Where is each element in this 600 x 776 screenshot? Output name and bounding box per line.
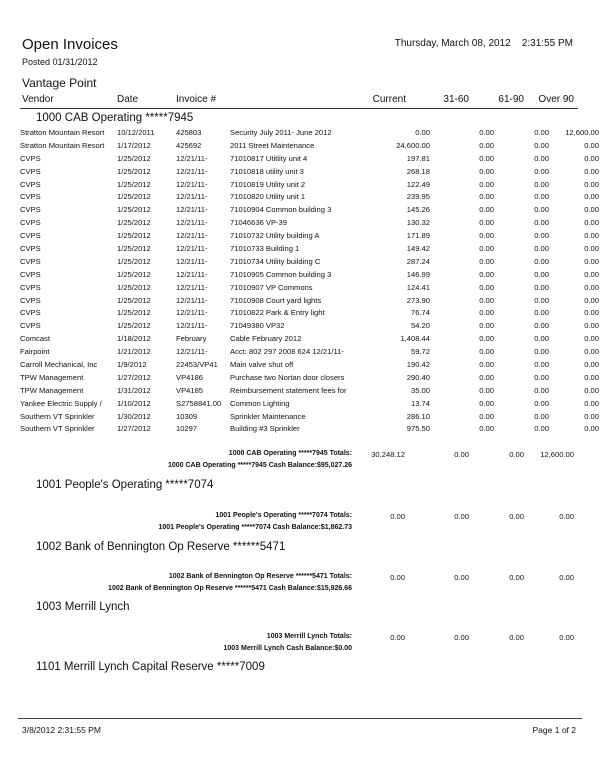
row-over-90: 0.00 (584, 231, 599, 241)
invoice-row (20, 410, 599, 423)
total-current: 0.00 (390, 512, 405, 521)
row-vendor: Stratton Mountain Resort (20, 127, 105, 137)
total-31-60: 0.00 (454, 573, 469, 582)
invoice-row (20, 178, 599, 191)
row-invoice: 10297 (176, 424, 198, 434)
total-current: 30,248.12 (371, 450, 405, 459)
row-61-90: 0.00 (534, 205, 549, 215)
col-over-90: Over 90 (538, 94, 574, 105)
row-vendor: CVPS (20, 179, 41, 189)
row-61-90: 0.00 (534, 269, 549, 279)
row-vendor: Comcast (20, 334, 50, 344)
row-61-90: 0.00 (534, 334, 549, 344)
run-date: Thursday, March 08, 2012 (394, 38, 511, 49)
row-description: 71010819 Utility unit 2 (230, 179, 306, 189)
invoice-row (20, 190, 599, 203)
row-61-90: 0.00 (534, 166, 549, 176)
row-description: Reimbursement statement fees for (230, 385, 347, 395)
row-61-90: 0.00 (534, 153, 549, 163)
row-61-90: 0.00 (534, 424, 549, 434)
row-vendor: Southern VT Sprinkler (20, 424, 95, 434)
total-61-90: 0.00 (509, 633, 524, 642)
section-title: 1000 CAB Operating *****7945 (36, 112, 194, 124)
row-description: Cable February 2012 (230, 334, 302, 344)
row-description: Building #3 Sprinkler (230, 424, 300, 434)
row-61-90: 0.00 (534, 179, 549, 189)
row-date: 1/25/2012 (117, 179, 151, 189)
row-61-90: 0.00 (534, 140, 549, 150)
invoice-row (20, 345, 599, 358)
row-current: 54.20 (410, 321, 430, 331)
row-over-90: 0.00 (584, 372, 599, 382)
row-61-90: 0.00 (534, 321, 549, 331)
row-current: 0.00 (415, 127, 430, 137)
footer-timestamp: 3/8/2012 2:31:55 PM (22, 725, 101, 735)
row-current: 273.90 (406, 295, 430, 305)
row-invoice: 12/21/11- (176, 205, 208, 215)
section-cash-balance: 1002 Bank of Bennington Op Reserve ******5471 Cash Balance:$15,926.66 (108, 585, 352, 592)
row-61-90: 0.00 (534, 411, 549, 421)
row-61-90: 0.00 (534, 308, 549, 318)
row-description: 71010820 Utility unit 1 (230, 192, 306, 202)
total-31-60: 0.00 (454, 450, 469, 459)
row-description: 71010733 Building 1 (230, 243, 300, 253)
row-over-90: 0.00 (584, 308, 599, 318)
row-current: 190.42 (406, 359, 430, 369)
row-invoice: 12/21/11- (176, 282, 208, 292)
row-over-90: 0.00 (584, 140, 599, 150)
row-vendor: Yankee Electric Supply / (20, 398, 102, 408)
row-vendor: CVPS (20, 231, 41, 241)
row-vendor: Stratton Mountain Resort (20, 140, 105, 150)
row-31-60: 0.00 (479, 243, 494, 253)
row-vendor: CVPS (20, 153, 41, 163)
row-date: 1/25/2012 (117, 218, 151, 228)
row-61-90: 0.00 (534, 243, 549, 253)
row-current: 197.81 (406, 153, 430, 163)
total-61-90: 0.00 (509, 573, 524, 582)
row-date: 1/27/2012 (117, 424, 151, 434)
row-current: 239.95 (406, 192, 430, 202)
row-date: 1/25/2012 (117, 205, 151, 215)
row-31-60: 0.00 (479, 218, 494, 228)
row-31-60: 0.00 (479, 205, 494, 215)
invoice-row (20, 203, 599, 216)
section-title: 1003 Merrill Lynch (36, 601, 130, 613)
row-over-90: 0.00 (584, 359, 599, 369)
row-date: 1/25/2012 (117, 231, 151, 241)
row-date: 1/18/2012 (117, 334, 151, 344)
row-description: Security July 2011- June 2012 (230, 127, 332, 137)
row-61-90: 0.00 (534, 256, 549, 266)
col-31-60: 31-60 (443, 94, 469, 105)
section-cash-balance: 1000 CAB Operating *****7945 Cash Balance:$95,027.26 (167, 462, 352, 469)
company-name: Vantage Point (22, 76, 97, 90)
row-description: 71010734 Utility building C (230, 256, 321, 266)
row-61-90: 0.00 (534, 385, 549, 395)
row-over-90: 0.00 (584, 424, 599, 434)
row-current: 286.10 (406, 411, 430, 421)
row-over-90: 0.00 (584, 256, 599, 266)
row-31-60: 0.00 (479, 282, 494, 292)
total-over-90: 0.00 (559, 573, 574, 582)
row-vendor: Southern VT Sprinkler (20, 411, 95, 421)
invoice-row (20, 216, 599, 229)
total-31-60: 0.00 (454, 512, 469, 521)
row-invoice: S2758841.00 (176, 398, 222, 408)
row-vendor: TPW Management (20, 385, 84, 395)
run-time: 2:31:55 PM (521, 38, 573, 49)
section-title: 1101 Merrill Lynch Capital Reserve *****7009 (36, 661, 265, 673)
total-current: 0.00 (390, 633, 405, 642)
row-vendor: Carroll Mechanical, Inc (20, 359, 98, 369)
invoice-row (20, 397, 599, 410)
row-description: 71010817 Utitlity unit 4 (230, 153, 308, 163)
row-31-60: 0.00 (479, 140, 494, 150)
invoice-row (20, 281, 599, 294)
row-vendor: CVPS (20, 218, 41, 228)
total-over-90: 0.00 (559, 512, 574, 521)
invoice-row (20, 384, 599, 397)
row-61-90: 0.00 (534, 347, 549, 357)
invoice-row (20, 319, 599, 332)
row-invoice: 12/21/11- (176, 153, 208, 163)
row-date: 1/25/2012 (117, 295, 151, 305)
row-vendor: CVPS (20, 192, 41, 202)
row-current: 146.99 (406, 269, 430, 279)
row-date: 1/10/2012 (117, 398, 151, 408)
invoice-row (20, 229, 599, 242)
total-31-60: 0.00 (454, 633, 469, 642)
row-current: 145.26 (406, 205, 430, 215)
row-31-60: 0.00 (479, 411, 494, 421)
row-31-60: 0.00 (479, 372, 494, 382)
invoice-row (20, 139, 599, 152)
invoice-row (20, 268, 599, 281)
row-vendor: CVPS (20, 256, 41, 266)
row-vendor: CVPS (20, 269, 41, 279)
col-current: Current (372, 94, 406, 105)
total-61-90: 0.00 (509, 512, 524, 521)
row-61-90: 0.00 (534, 231, 549, 241)
row-date: 1/31/2012 (117, 385, 151, 395)
invoice-row (20, 165, 599, 178)
row-description: 2011 Street Maintenance (230, 140, 315, 150)
row-description: 71049380 VP32 (230, 321, 285, 331)
row-date: 10/12/2011 (117, 127, 155, 137)
row-61-90: 0.00 (534, 359, 549, 369)
row-current: 1,408.44 (400, 334, 430, 344)
row-31-60: 0.00 (479, 347, 494, 357)
row-date: 1/30/2012 (117, 411, 151, 421)
row-invoice: VP4185 (176, 385, 204, 395)
row-over-90: 0.00 (584, 166, 599, 176)
section-totals-label: 1001 People's Operating *****7074 Totals: (215, 512, 352, 519)
row-date: 1/25/2012 (117, 308, 151, 318)
row-date: 1/25/2012 (117, 243, 151, 253)
row-over-90: 0.00 (584, 411, 599, 421)
invoice-row (20, 242, 599, 255)
row-date: 1/25/2012 (117, 269, 151, 279)
row-vendor: CVPS (20, 166, 41, 176)
row-vendor: Fairpoint (20, 347, 50, 357)
row-date: 1/21/2012 (117, 347, 151, 357)
row-invoice: 12/21/11- (176, 308, 208, 318)
invoice-row (20, 371, 599, 384)
row-31-60: 0.00 (479, 256, 494, 266)
row-invoice: 12/21/11- (176, 347, 208, 357)
row-description: 71010905 Common building 3 (230, 269, 332, 279)
row-invoice: 12/21/11- (176, 295, 208, 305)
row-current: 76.74 (410, 308, 430, 318)
row-over-90: 0.00 (584, 295, 599, 305)
row-over-90: 0.00 (584, 347, 599, 357)
row-over-90: 0.00 (584, 321, 599, 331)
invoice-row (20, 306, 599, 319)
row-61-90: 0.00 (534, 282, 549, 292)
row-over-90: 0.00 (584, 205, 599, 215)
row-over-90: 0.00 (584, 385, 599, 395)
row-31-60: 0.00 (479, 359, 494, 369)
row-61-90: 0.00 (534, 218, 549, 228)
row-current: 171.89 (406, 231, 430, 241)
row-description: 71010732 Utility building A (230, 231, 320, 241)
row-date: 1/27/2012 (117, 372, 151, 382)
row-over-90: 0.00 (584, 334, 599, 344)
footer-divider (18, 718, 582, 719)
row-date: 1/25/2012 (117, 153, 151, 163)
section-totals-label: 1002 Bank of Bennington Op Reserve ******5471 Totals: (168, 573, 352, 580)
invoice-row (20, 422, 599, 435)
row-31-60: 0.00 (479, 153, 494, 163)
invoice-row (20, 358, 599, 371)
section-cash-balance: 1001 People's Operating *****7074 Cash Balance:$1,862.73 (158, 524, 352, 531)
row-over-90: 0.00 (584, 398, 599, 408)
row-description: 71010904 Common building 3 (230, 205, 332, 215)
row-description: 71010907 VP Commons (230, 282, 313, 292)
row-31-60: 0.00 (479, 192, 494, 202)
row-current: 290.40 (406, 372, 430, 382)
row-vendor: CVPS (20, 282, 41, 292)
header-divider (20, 108, 578, 109)
row-vendor: CVPS (20, 243, 41, 253)
row-description: Main valve shut off (230, 359, 294, 369)
row-description: 71010908 Court yard lights (230, 295, 322, 305)
row-invoice: 12/21/11- (176, 243, 208, 253)
row-31-60: 0.00 (479, 231, 494, 241)
row-invoice: 12/21/11- (176, 321, 208, 331)
row-invoice: February (176, 334, 207, 344)
row-current: 287.24 (406, 256, 430, 266)
row-31-60: 0.00 (479, 398, 494, 408)
col-61-90: 61-90 (498, 94, 524, 105)
row-over-90: 0.00 (584, 153, 599, 163)
row-description: Common Lighting (230, 398, 290, 408)
row-61-90: 0.00 (534, 372, 549, 382)
row-description: Purchase two Nortan door closers (230, 372, 345, 382)
row-over-90: 0.00 (584, 282, 599, 292)
row-61-90: 0.00 (534, 192, 549, 202)
col-vendor: Vendor (22, 94, 54, 105)
row-invoice: 12/21/11- (176, 192, 208, 202)
row-description: 71010818 utility unit 3 (230, 166, 304, 176)
row-current: 124.41 (406, 282, 430, 292)
row-invoice: 12/21/11- (176, 218, 208, 228)
row-over-90: 0.00 (584, 243, 599, 253)
row-invoice: 22453/VP41 (176, 359, 218, 369)
row-invoice: 12/21/11- (176, 166, 208, 176)
row-current: 268.18 (406, 166, 430, 176)
row-description: 71010822 Park & Entry light (230, 308, 325, 318)
total-over-90: 12,600.00 (540, 450, 574, 459)
row-over-90: 0.00 (584, 269, 599, 279)
row-date: 1/25/2012 (117, 282, 151, 292)
row-31-60: 0.00 (479, 179, 494, 189)
row-31-60: 0.00 (479, 424, 494, 434)
invoice-row (20, 126, 599, 139)
row-31-60: 0.00 (479, 127, 494, 137)
total-61-90: 0.00 (509, 450, 524, 459)
row-current: 975.50 (406, 424, 430, 434)
row-61-90: 0.00 (534, 295, 549, 305)
row-invoice: 12/21/11- (176, 179, 208, 189)
section-title: 1002 Bank of Bennington Op Reserve ******5471 (36, 541, 286, 553)
row-invoice: 12/21/11- (176, 269, 208, 279)
invoice-table (20, 126, 599, 435)
row-date: 1/25/2012 (117, 166, 151, 176)
row-description: Sprinkler Maintenance (230, 411, 306, 421)
row-current: 35.00 (410, 385, 430, 395)
row-current: 13.74 (410, 398, 430, 408)
page-number: Page 1 of 2 (532, 725, 576, 735)
row-over-90: 0.00 (584, 179, 599, 189)
posted-date: Posted 01/31/2012 (22, 57, 98, 67)
total-current: 0.00 (390, 573, 405, 582)
row-31-60: 0.00 (479, 334, 494, 344)
row-invoice: 425692 (176, 140, 202, 150)
report-title: Open Invoices (22, 36, 118, 53)
row-over-90: 0.00 (584, 218, 599, 228)
row-date: 1/25/2012 (117, 256, 151, 266)
row-31-60: 0.00 (479, 295, 494, 305)
row-31-60: 0.00 (479, 308, 494, 318)
row-date: 1/9/2012 (117, 359, 147, 369)
section-cash-balance: 1003 Merrill Lynch Cash Balance:$0.00 (223, 645, 352, 652)
row-61-90: 0.00 (534, 398, 549, 408)
row-description: Acct: 802 297 2008 624 12/21/11- (230, 347, 344, 357)
section-totals-label: 1000 CAB Operating *****7945 Totals: (228, 450, 352, 457)
row-over-90: 0.00 (584, 192, 599, 202)
row-vendor: CVPS (20, 308, 41, 318)
row-invoice: VP4186 (176, 372, 204, 382)
row-invoice: 12/21/11- (176, 231, 208, 241)
row-invoice: 10309 (176, 411, 198, 421)
invoice-row (20, 255, 599, 268)
row-31-60: 0.00 (479, 385, 494, 395)
row-description: 71046636 VP-39 (230, 218, 288, 228)
row-current: 122.49 (406, 179, 430, 189)
row-current: 149.42 (406, 243, 430, 253)
row-31-60: 0.00 (479, 269, 494, 279)
row-current: 130.32 (406, 218, 430, 228)
row-31-60: 0.00 (479, 321, 494, 331)
run-datetime (395, 38, 573, 49)
total-over-90: 0.00 (559, 633, 574, 642)
row-current: 59.72 (410, 347, 430, 357)
row-date: 1/25/2012 (117, 192, 151, 202)
row-date: 1/25/2012 (117, 321, 151, 331)
row-31-60: 0.00 (479, 166, 494, 176)
invoice-row (20, 152, 599, 165)
invoice-row (20, 332, 599, 345)
row-invoice: 425803 (176, 127, 202, 137)
row-61-90: 0.00 (534, 127, 549, 137)
row-invoice: 12/21/11- (176, 256, 208, 266)
row-vendor: CVPS (20, 205, 41, 215)
row-vendor: TPW Management (20, 372, 84, 382)
row-over-90: 12,600.00 (565, 127, 599, 137)
section-title: 1001 People's Operating *****7074 (36, 479, 214, 491)
row-current: 24,600.00 (396, 140, 430, 150)
row-vendor: CVPS (20, 295, 41, 305)
row-date: 1/17/2012 (117, 140, 151, 150)
col-invoice: Invoice # (176, 94, 217, 105)
row-vendor: CVPS (20, 321, 41, 331)
col-date: Date (117, 94, 139, 105)
section-totals-label: 1003 Merrill Lynch Totals: (266, 633, 352, 640)
invoice-row (20, 294, 599, 307)
